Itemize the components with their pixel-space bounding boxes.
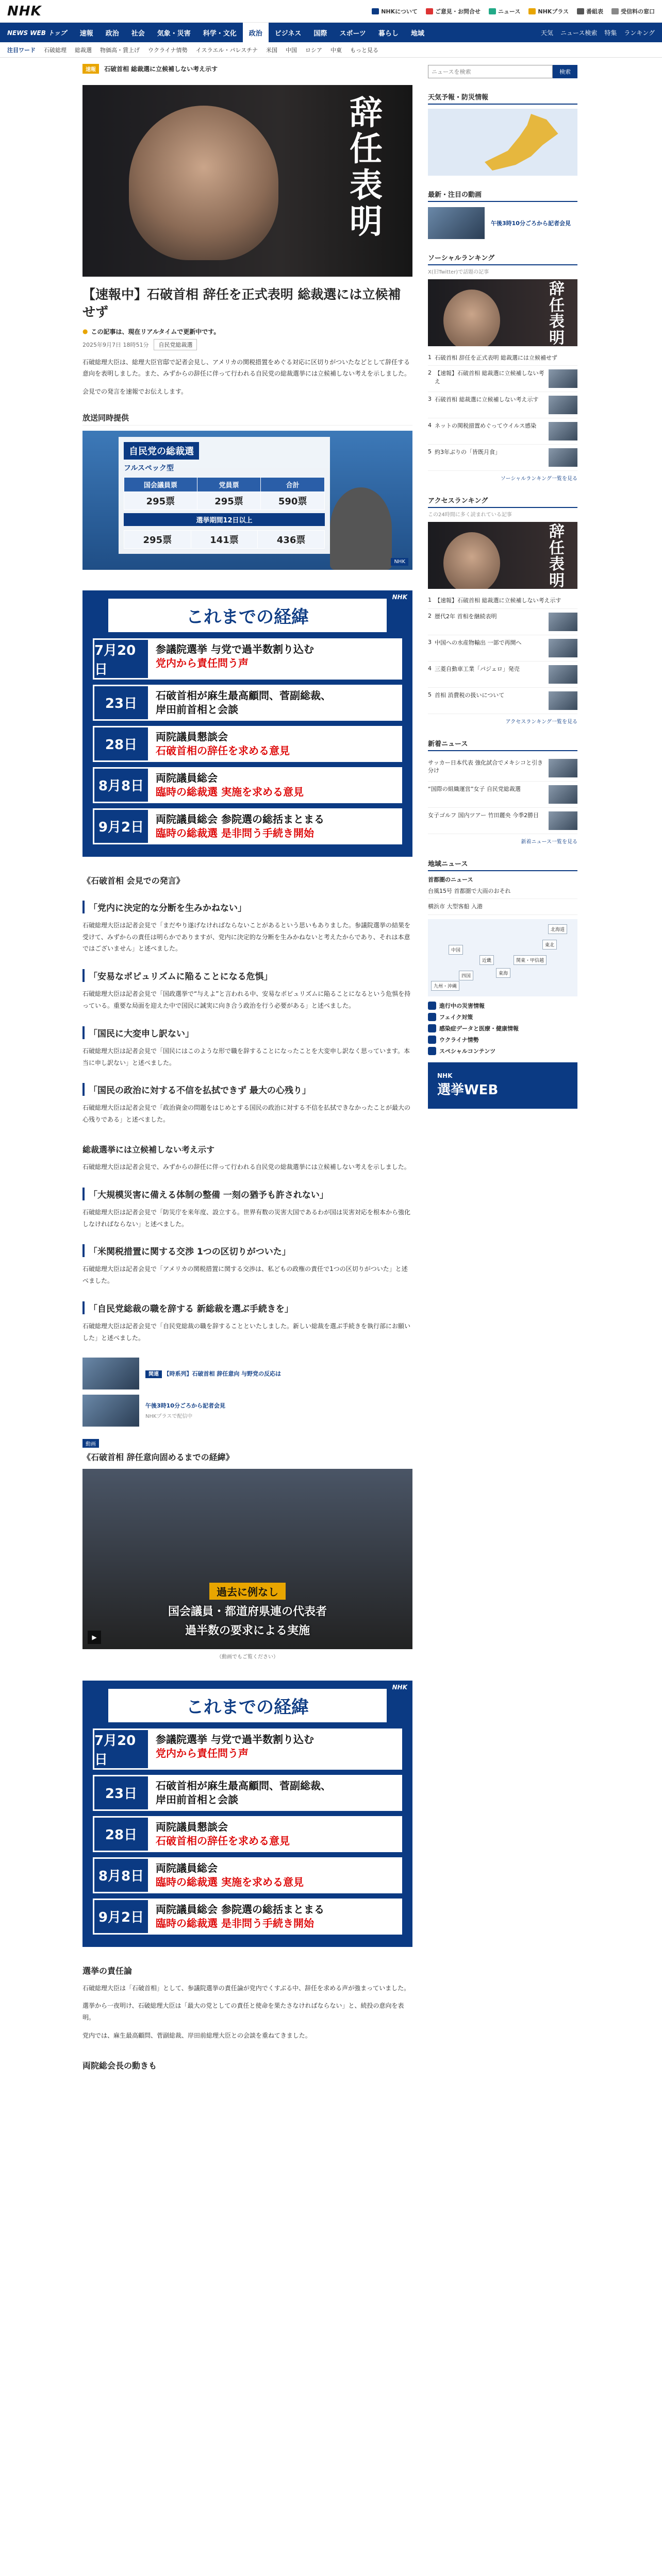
nav-ranking[interactable]: ランキング [624,29,655,37]
nav-item-politics[interactable]: 政治 [105,29,119,38]
program-icon [577,8,584,14]
vote-table: 国会議員票 党員票 合計 295票 295票 590票 [124,477,325,510]
sub-text: 石破総理大臣は記者会見で、みずからの辞任に伴って行われる自民党の総裁選挙には立候補しない考えを示しました。 [82,1163,410,1171]
article-date: 2025年9月7日 18時51分 [82,341,149,348]
new-item[interactable]: 女子ゴルフ 国内ツアー 竹田麗央 今季2勝目 [428,808,577,834]
timeline-title: これまでの経緯 [108,599,387,632]
remark-title: 「国民に大変申し訳ない」 [82,1026,412,1039]
region-tokai[interactable]: 東海 [496,968,510,978]
access-more-link[interactable]: アクセスランキング一覧を見る [505,719,577,725]
nav-item-international[interactable]: 国際 [313,29,327,38]
timeline-row: 23日 石破首相が麻生最高顧問、菅副総裁、 岸田前首相と会談 [93,1775,402,1811]
remark-text: 石破総理大臣は記者会見で「まだやり遂げなければならないことがあるという思いもありました。参議院選挙の結果を受けて、みずからの責任は明らかでありますが、党内に決定的な分断を生みかねないと考えたからであり、それは本意ではございません」と述べました。 [82,921,411,953]
related-title: 午後3時10分ごろから記者会見 [145,1402,225,1410]
nav-special[interactable]: 特集 [604,29,617,37]
rank-item[interactable]: 5 約3年ぶりの「皆既月食」 [428,445,577,471]
keyword-item[interactable]: 中国 [286,46,297,54]
sub-heading: 総裁選挙には立候補しない考え示す [82,1145,215,1155]
election-paragraph: 選挙から一夜明け、石破総理大臣は「最大の党としての責任と使命を果たさなければならない」と、続投の意向を表明。 [82,2002,404,2022]
nav-item-science[interactable]: 科学・文化 [203,29,237,38]
next-heading: 両院総会長の動きも [82,2060,157,2071]
timeline-logo: NHK [392,593,407,601]
top-link-fee[interactable]: 受信料の窓口 [611,7,655,15]
rank-item[interactable]: 4 三菱自動車工業「パジェロ」発売 [428,662,577,688]
attention-video[interactable]: 午後3時10分ごろから記者会見 [428,207,577,239]
timeline-row: 28日 両院議員懇談会 石破首相の辞任を求める意見 [93,1816,402,1852]
new-item[interactable]: “国際の組織運営”女子 自民党総裁選 [428,782,577,808]
social-more-link[interactable]: ソーシャルランキング一覧を見る [500,476,577,482]
process-title: 《石破首相 辞任意向固めるまでの経緯》 [82,1452,234,1462]
live-stream[interactable] [82,431,412,570]
top-link-about[interactable]: NHKについて [372,7,418,15]
access-image[interactable] [428,522,577,589]
rank-item[interactable]: 4 ネットの関税措置めぐってウイルス感染 [428,418,577,445]
video-thumbnail [428,207,485,239]
nav-item-politics-active[interactable]: 政治 [243,23,269,42]
rank-item[interactable]: 3 石破首相 総裁選に立候補しない考え示す [428,392,577,418]
article-paragraph: 石破総理大臣は、総理大臣官邸で記者会見し、アメリカの関税措置をめぐる対応に区切りがついたなどとして辞任する意向を表明しました。また、みずからの辞任に伴って行われる自民党の総裁選挙には立候補しない考えを示しました。 [82,358,411,378]
access-caption: 辞 任 表 明 [549,523,565,589]
special-icon [428,1047,436,1055]
related-badge: 関連 [145,1370,162,1378]
process-video[interactable] [82,1469,412,1649]
remark-title: 「党内に決定的な分断を生みかねない」 [82,901,412,913]
keyword-item[interactable]: 石破総理 [44,46,67,54]
service-link[interactable]: スペシャルコンテンツ [428,1047,577,1055]
main-column [82,58,412,2071]
timeline-row: 8月8日 両院議員総会 臨時の総裁選 実施を求める意見 [93,1857,402,1893]
stream-label2: 選挙期間12日以上 [124,513,325,526]
related-thumbnail [82,1395,139,1427]
breaking-text: 石破首相 総裁選に立候補しない考え示す [104,65,218,73]
rank-item[interactable]: 1 石破首相 辞任を正式表明 総裁選には立候補せず [428,350,577,366]
stream-label: フルスペック型 [124,464,174,472]
service-link[interactable]: フェイク対策 [428,1013,577,1021]
article-tag[interactable]: 自民党総裁選 [154,339,197,350]
election-paragraph: 党内では、麻生最高顧問、菅副総裁、岸田前総理大臣との会談を重ねてきました。 [82,2032,311,2040]
nhk-logo[interactable]: NHK [7,3,42,19]
timeline-logo: NHK [392,1683,407,1691]
timeline-row: 9月2日 両院議員総会 参院選の総括まとまる 臨時の総裁選 是非問う手続き開始 [93,808,402,844]
new-list [428,755,577,834]
vote-table-2: 295票 141票 436票 [124,530,325,549]
search-box [428,65,577,78]
about-icon [372,8,379,14]
region-shikoku[interactable]: 四国 [459,971,473,980]
social-note: X(旧Twitter)で話題の記事 [428,269,489,275]
article-meta [82,339,412,350]
access-title: アクセスランキング [428,495,577,508]
region-item[interactable]: 首都圏のニュース [428,876,473,883]
social-portrait [443,290,500,346]
remark-text: 石破総理大臣は記者会見で「自民党総裁の職を辞することといたしました。新しい総裁を選ぶ手続きを執行部にお願いした」と述べました。 [82,1323,411,1342]
service-link[interactable]: 感染症データと医療・健康情報 [428,1024,577,1032]
stream-title: 放送同時提供 [82,412,412,426]
nav-item-region[interactable]: 地域 [410,29,424,38]
timeline-graphic-2 [82,1681,412,1947]
timeline-row: 7月20日 参議院選挙 与党で過半数割り込む 党内から責任問う声 [93,1728,402,1770]
search-input[interactable] [428,65,553,78]
timeline-row: 8月8日 両院議員総会 臨時の総裁選 実施を求める意見 [93,767,402,803]
region-kanto[interactable]: 関東・甲信越 [514,955,547,965]
region-list [428,875,577,915]
remark-title: 「国民の政治に対する不信を払拭できず 最大の心残り」 [82,1083,412,1096]
timeline-row: 23日 石破首相が麻生最高顧問、菅副総裁、 岸田前首相と会談 [93,685,402,721]
nav-item-business[interactable]: ビジネス [274,29,302,38]
article-body [82,357,412,398]
live-notice: ● この記事は、現在リアルタイムで更新中です。 [82,328,220,335]
rank-item[interactable]: 2 歴代2年 首相を継続表明 [428,609,577,635]
timeline-row: 9月2日 両院議員総会 参院選の総括まとまる 臨時の総裁選 是非問う手続き開始 [93,1899,402,1935]
service-link[interactable]: ウクライナ情勢 [428,1036,577,1044]
keyword-item[interactable]: ロシア [305,46,323,54]
remark-title: 「大規模災害に備える体制の整備 一刻の猶予も許されない」 [82,1188,412,1200]
election-heading: 選挙の責任論 [82,1965,133,1976]
breaking-badge: 速報 [82,64,99,74]
keyword-label: 注目ワード [7,46,36,54]
related-link[interactable] [82,1358,412,1389]
election-paragraph: 石破総理大臣は「石破首相」として、参議院選挙の責任論が党内でくすぶる中、辞任を求める声が強まっていました。 [82,1984,410,1992]
top-link-news[interactable]: ニュース [489,7,520,15]
health-icon [428,1024,436,1032]
region-tohoku[interactable]: 東北 [542,940,557,950]
contact-icon [426,8,433,14]
keyword-nav [0,42,662,58]
announcer [330,487,392,570]
stream-logo: NHK [391,558,408,566]
video-badge: 動画 [82,1439,99,1448]
weather-map[interactable] [428,109,577,176]
attention-title: 最新・注目の動画 [428,189,577,202]
nav-item-weather[interactable]: 気象・災害 [157,29,191,38]
remark-text: 石破総理大臣は記者会見で「政治資金の問題をはじめとする国民の政治に対する不信を払拭できなかったことが最大の心残りである」と述べました。 [82,1104,411,1124]
sidebar [428,58,577,2071]
region-kinki[interactable]: 近畿 [479,955,494,965]
related-thumbnail [82,1358,139,1389]
keyword-item[interactable]: 物価高・賃上げ [100,46,140,54]
top-links [372,7,655,15]
hero-portrait [129,106,278,260]
breaking-news[interactable] [82,64,412,74]
keyword-item[interactable]: イスラエル・パレスチナ [195,46,258,54]
remarks-body [82,901,412,1344]
new-more-link[interactable]: 新着ニュース一覧を見る [521,839,577,845]
stream-party: 自民党の総裁選 [124,442,199,460]
japan-map-icon [485,114,562,171]
nav-brand[interactable]: NEWS WEB トップ [7,29,67,37]
stream-overlay [119,437,330,554]
region-hokkaido[interactable]: 北海道 [548,924,567,934]
election-body [82,1982,412,2042]
keyword-item[interactable]: 米国 [266,46,278,54]
disaster-icon [428,1002,436,1010]
top-link-plus[interactable]: NHKプラス [528,7,569,15]
access-portrait [443,532,500,589]
social-ranking [428,350,577,471]
service-links [428,1002,577,1055]
top-link-contact[interactable]: ご意見・お問合せ [426,7,481,15]
page-columns [0,58,662,2071]
timeline-row: 7月20日 参議院選挙 与党で過半数割り込む 党内から責任問う声 [93,638,402,680]
rank-item[interactable]: 2 【速報】石破首相 総裁選に立候補しない考え [428,366,577,392]
video-caption: 過去に例なし 国会議員・都道府県連の代表者 過半数の要求による実施 [82,1583,412,1638]
region-news[interactable]: 台風15号 首都圏で大雨のおそれ [428,884,577,899]
new-title: 新着ニュース [428,738,577,751]
region-chugoku[interactable]: 中国 [449,945,463,955]
ukraine-icon [428,1036,436,1044]
access-ranking [428,593,577,714]
keyword-item[interactable]: ウクライナ情勢 [148,46,188,54]
fake-icon [428,1013,436,1021]
region-kyushu[interactable]: 九州・沖縄 [431,981,459,991]
remark-text: 石破総理大臣は記者会見で「国民にはこのような形で職を辞することになったことを大変申し訳なく思っています。本当に申し訳ない」と述べました。 [82,1047,410,1066]
region-title: 地域ニュース [428,858,577,871]
access-note: この24時間に多く読まれている記事 [428,512,512,518]
play-icon[interactable]: ▶ [88,1631,101,1644]
rank-item[interactable]: 5 首相 消費税の扱いについて [428,688,577,714]
alert-icon: ● [82,328,88,335]
search-button[interactable]: 検索 [553,65,577,78]
hero-caption: 辞 任 表 明 [350,94,383,242]
remark-text: 石破総理大臣は記者会見で「国政選挙で“与えよ”と言われる中、安易なポピュリズムに陥ることになるという危惧を持っている。重要な局面を迎えた中で国民に誠実に向き合う政治を行う必要がある」と述べました。 [82,990,411,1010]
nav-weather[interactable]: 天気 [540,29,553,37]
nav-item-breaking[interactable]: 速報 [79,29,93,38]
social-title: ソーシャルランキング [428,252,577,265]
social-caption: 辞 任 表 明 [549,280,565,346]
top-link-program[interactable]: 番組表 [577,7,603,15]
keyword-item[interactable]: 中東 [330,46,342,54]
keyword-item[interactable]: 総裁選 [75,46,92,54]
nav-item-life[interactable]: 暮らし [378,29,399,38]
nav-search[interactable]: ニュース検索 [560,29,598,37]
remark-title: 「自民党総裁の職を辞する 新総裁を選ぶ手続きを」 [82,1301,412,1314]
nav-item-sports[interactable]: スポーツ [339,29,366,38]
rank-item[interactable]: 1 【速報】石破首相 総裁選に立候補しない考え示す [428,593,577,608]
election-web-banner[interactable]: NHK 選挙WEB [428,1062,577,1109]
nav-right [541,23,662,42]
region-news[interactable]: 横浜市 大型客船 入港 [428,899,577,914]
remark-text: 石破総理大臣は記者会見で「防災庁を来年度、設立する。世界有数の災害大国であるわが国は災害対応を根本から強化しなければならない」と述べました。 [82,1208,411,1228]
region-map [428,919,577,996]
rank-item[interactable]: 3 中国への水産物輸出 一部で再開へ [428,635,577,662]
related-link[interactable] [82,1395,412,1427]
article-paragraph: 会見での発言を速報でお伝えします。 [82,388,188,396]
weather-title[interactable]: 天気予報・防災情報 [428,92,577,105]
news-icon [489,8,496,14]
timeline-graphic [82,590,412,857]
related-sub: NHKプラスで配信中 [145,1414,193,1420]
keyword-more[interactable]: もっと見る [350,46,379,54]
plus-icon [528,8,536,14]
main-nav [0,23,662,42]
remark-title: 「安易なポピュリズムに陥ることになる危惧」 [82,969,412,982]
related-title: 【時系列】石破首相 辞任意向 与野党の反応は [163,1370,282,1377]
social-image[interactable] [428,279,577,346]
remark-text: 石破総理大臣は記者会見で「アメリカの関税措置に関する交渉は、私どもの政権の責任で1つの区切りがついた」と述べました。 [82,1265,408,1285]
timeline-title: これまでの経緯 [108,1689,387,1722]
new-item[interactable]: サッカー日本代表 強化試合でメキシコと引き分け [428,755,577,782]
nav-item-society[interactable]: 社会 [131,29,145,38]
remarks-heading: 《石破首相 会見での発言》 [82,875,185,886]
remark-title: 「米関税措置に関する交渉 1つの区切りがついた」 [82,1244,412,1257]
fee-icon [611,8,619,14]
article-headline: 【速報中】石破首相 辞任を正式表明 総裁選には立候補せず [82,287,401,319]
video-note: （動画でもご覧ください） [217,1654,278,1660]
hero-image [82,85,412,277]
top-bar [0,0,662,23]
service-link[interactable]: 進行中の災害情報 [428,1002,577,1010]
timeline-row: 28日 両院議員懇談会 石破首相の辞任を求める意見 [93,726,402,762]
